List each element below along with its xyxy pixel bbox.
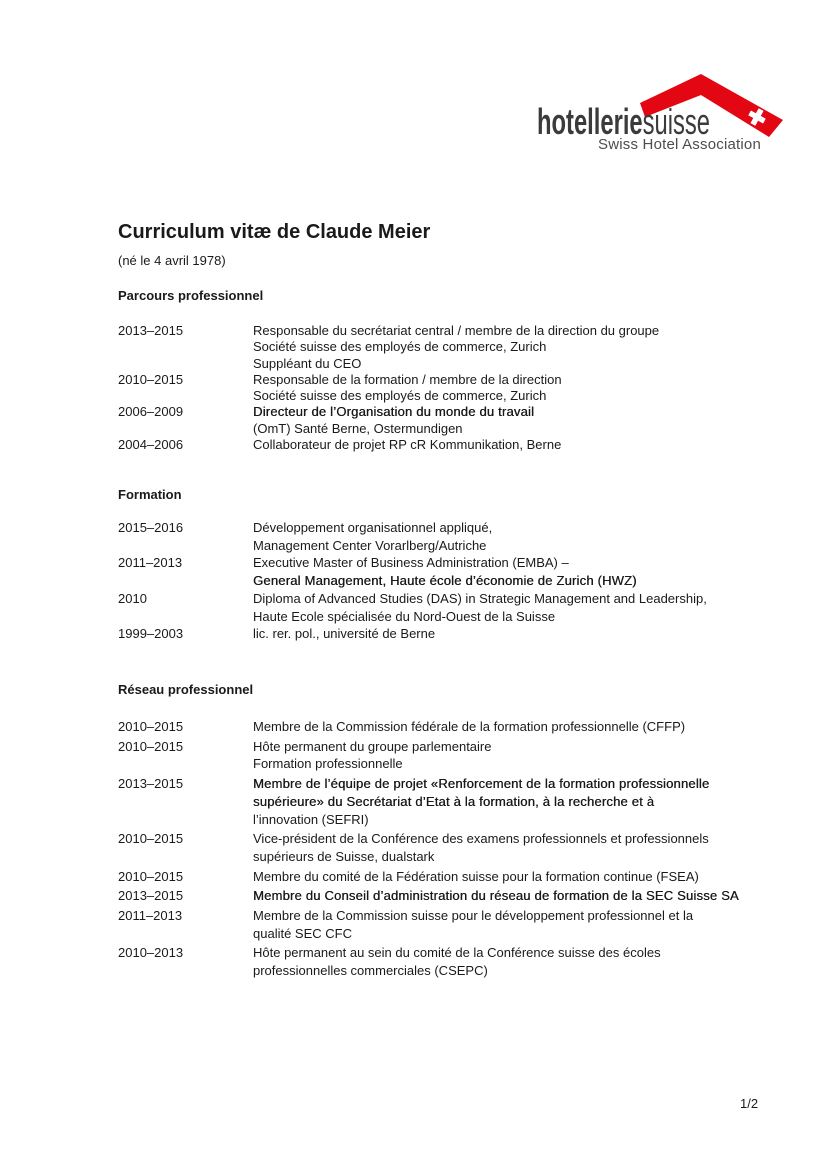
description-line: Haute Ecole spécialisée du Nord-Ouest de la Suisse bbox=[253, 608, 556, 624]
period-cell: 2011–2013 bbox=[118, 555, 183, 571]
period-cell: 2011–2013 bbox=[118, 908, 183, 924]
description-line: Responsable de la formation / membre de la direction bbox=[253, 371, 562, 387]
description-line: Executive Master of Business Administration (EMBA) – bbox=[253, 555, 569, 571]
period-cell: 2010–2015 bbox=[118, 831, 184, 847]
description-line: Directeur de l’Organisation du monde du travail bbox=[253, 404, 535, 420]
description-lines bbox=[253, 590, 784, 625]
brand-subtitle: Swiss Hotel Association bbox=[598, 136, 762, 153]
period-cell: 2010–2015 bbox=[118, 738, 184, 754]
cv-row bbox=[118, 437, 784, 453]
period-cell: 2010–2015 bbox=[118, 719, 184, 734]
page-title: Curriculum vitæ de Claude Meier bbox=[118, 221, 431, 244]
cv-row bbox=[118, 907, 784, 942]
section-heading: Parcours professionnel bbox=[118, 288, 264, 303]
description-lines bbox=[253, 437, 784, 453]
description-line: Membre de la Commission fédérale de la formation professionnelle (CFFP) bbox=[253, 719, 686, 734]
period-cell: 1999–2003 bbox=[118, 626, 184, 642]
description-line: General Management, Haute école d’économie de Zurich (HWZ) bbox=[253, 573, 637, 589]
description-lines bbox=[253, 868, 784, 886]
cv-row bbox=[118, 625, 784, 643]
section-heading: Formation bbox=[118, 487, 182, 502]
period-cell: 2013–2015 bbox=[118, 323, 184, 338]
description-lines bbox=[253, 887, 784, 905]
description-line: Hôte permanent du groupe parlementaire bbox=[253, 738, 492, 754]
page-number: 1/2 bbox=[740, 1096, 759, 1111]
description-lines bbox=[253, 625, 784, 643]
brand-wordmark bbox=[537, 101, 710, 142]
description-line: Développement organisationnel appliqué, bbox=[253, 520, 493, 535]
description-line: Société suisse des employés de commerce, Zurich bbox=[253, 388, 547, 404]
cv-row bbox=[118, 830, 784, 865]
description-lines bbox=[253, 554, 784, 589]
description-line: Membre du comité de la Fédération suisse pour la formation continue (FSEA) bbox=[253, 868, 699, 884]
description-line: supérieure» du Secrétariat d’Etat à la formation, à la recherche et à bbox=[253, 793, 655, 809]
description-line: (OmT) Santé Berne, Ostermundigen bbox=[253, 420, 463, 436]
description-line: Collaborateur de projet RP cR Kommunikation, Berne bbox=[253, 437, 562, 453]
cv-row bbox=[118, 519, 784, 554]
description-line: l’innovation (SEFRI) bbox=[253, 811, 369, 827]
cv-row bbox=[118, 404, 784, 437]
period-cell: 2006–2009 bbox=[118, 404, 184, 420]
period-cell: 2004–2006 bbox=[118, 437, 184, 453]
description-lines bbox=[253, 738, 784, 773]
cv-row bbox=[118, 868, 784, 886]
cv-row bbox=[118, 887, 784, 905]
cv-row bbox=[118, 323, 784, 372]
cv-row bbox=[118, 775, 784, 828]
period-cell: 2013–2015 bbox=[118, 776, 184, 792]
description-lines bbox=[253, 775, 784, 828]
cv-row bbox=[118, 554, 784, 589]
period-cell: 2010–2013 bbox=[118, 945, 184, 961]
section-parcours-professionnel bbox=[118, 288, 784, 453]
period-cell: 2010 bbox=[118, 590, 147, 606]
description-line: Formation professionnelle bbox=[253, 756, 403, 772]
description-lines bbox=[253, 404, 784, 437]
birth-date: (né le 4 avril 1978) bbox=[118, 253, 226, 268]
description-line: professionnelles commerciales (CSEPC) bbox=[253, 963, 488, 979]
period-cell: 2010–2015 bbox=[118, 371, 184, 387]
section-heading: Réseau professionnel bbox=[118, 682, 254, 697]
period-cell: 2015–2016 bbox=[118, 520, 184, 535]
brand-wordmark-light: suisse bbox=[642, 101, 710, 142]
description-line: Membre du Conseil d’administration du réseau de formation de la SEC Suisse SA bbox=[253, 888, 739, 904]
description-lines bbox=[253, 944, 784, 979]
description-line: Société suisse des employés de commerce, Zurich bbox=[253, 339, 547, 355]
section-reseau-professionnel bbox=[118, 682, 784, 982]
cv-row bbox=[118, 738, 784, 773]
description-line: qualité SEC CFC bbox=[253, 925, 352, 941]
description-line: Suppléant du CEO bbox=[253, 355, 362, 371]
description-lines bbox=[253, 323, 784, 372]
description-line: Membre de l’équipe de projet «Renforcement de la formation professionnelle bbox=[253, 776, 710, 792]
description-line: Membre de la Commission suisse pour le développement professionnel et la bbox=[253, 908, 694, 924]
description-lines bbox=[253, 718, 784, 736]
description-line: Management Center Vorarlberg/Autriche bbox=[253, 537, 487, 553]
description-line: Hôte permanent au sein du comité de la Conférence suisse des écoles bbox=[253, 945, 661, 961]
description-lines bbox=[253, 907, 784, 942]
section-formation bbox=[118, 487, 784, 643]
cv-row bbox=[118, 590, 784, 625]
description-lines bbox=[253, 519, 784, 554]
cv-row bbox=[118, 944, 784, 979]
description-line: lic. rer. pol., université de Berne bbox=[253, 626, 436, 642]
cv-row bbox=[118, 718, 784, 736]
description-line: Vice-président de la Conférence des examens professionnels et professionnels bbox=[253, 831, 709, 847]
description-line: Responsable du secrétariat central / membre de la direction du groupe bbox=[253, 323, 660, 338]
cv-row bbox=[118, 372, 784, 405]
description-line: supérieurs de Suisse, dualstark bbox=[253, 848, 435, 864]
description-line: Diploma of Advanced Studies (DAS) in Strategic Management and Leadership, bbox=[253, 590, 707, 606]
period-cell: 2010–2015 bbox=[118, 868, 184, 884]
hotelleriesuisse-logo bbox=[535, 58, 789, 160]
period-cell: 2013–2015 bbox=[118, 888, 184, 904]
description-lines bbox=[253, 372, 784, 405]
brand-wordmark-bold: hotellerie bbox=[537, 101, 643, 142]
description-lines bbox=[253, 830, 784, 865]
